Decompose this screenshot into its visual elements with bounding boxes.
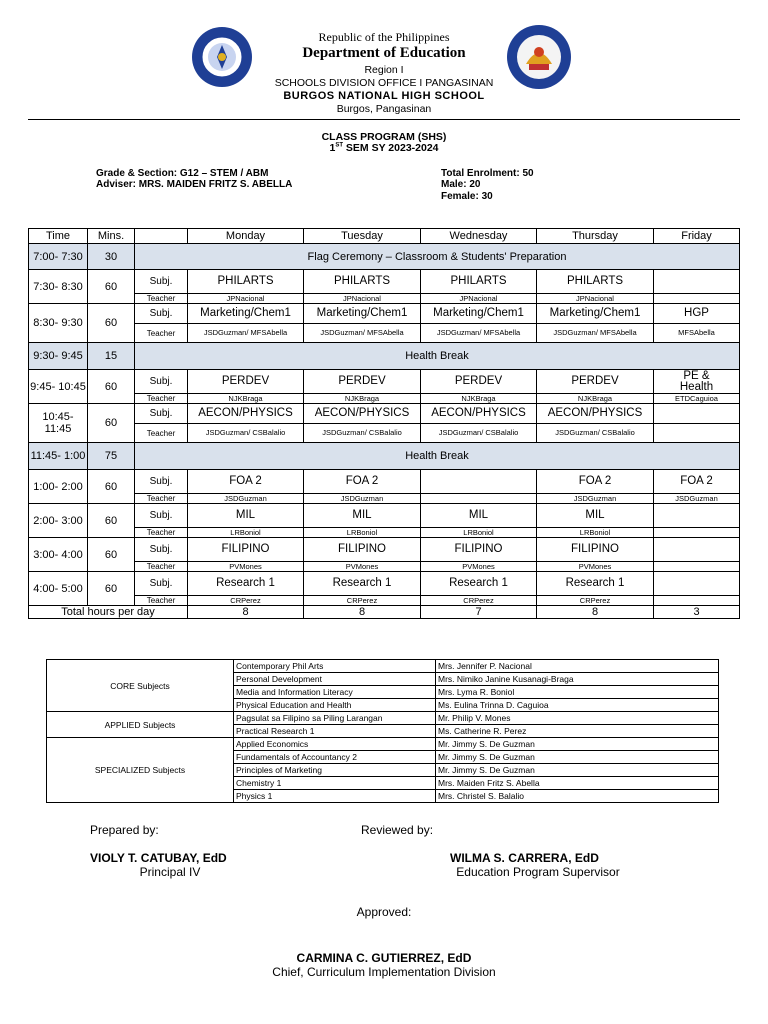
teacher-cell: MFSAbella [654,324,740,343]
class-period-row [29,470,740,494]
teacher-row [29,562,740,572]
subject-name: Applied Economics [234,738,436,751]
subj-label: Subj. [135,370,188,394]
teacher-row [29,294,740,304]
subj-label: Subj. [135,304,188,324]
subject-cell: FOA 2 [537,470,654,494]
teacher-cell: CRPerez [537,596,654,606]
teacher-row [29,528,740,538]
break-row [29,343,740,370]
teacher-cell [654,596,740,606]
subject-cell [654,404,740,424]
subj-label: Subj. [135,270,188,294]
teacher-cell: NJKBraga [304,394,421,404]
time-cell: 9:30- 9:45 [29,343,88,370]
subj-label: Subj. [135,504,188,528]
teacher-cell: JSDGuzman [304,494,421,504]
teacher-cell: JSDGuzman/ CSBalalio [537,424,654,443]
teacher-cell: JSDGuzman/ CSBalalio [304,424,421,443]
subject-name: Fundamentals of Accountancy 2 [234,751,436,764]
teacher-label: Teacher [135,494,188,504]
subject-cell: FOA 2 [188,470,304,494]
class-period-row [29,270,740,294]
subject-cell [421,470,537,494]
male-count: Male: 20 [441,179,481,190]
time-cell: 7:00- 7:30 [29,244,88,270]
class-period-row [29,304,740,324]
schedule-header-row [29,229,740,244]
break-text: Health Break [135,443,740,470]
subject-cell: HGP [654,304,740,324]
header-divider [28,119,740,120]
teacher-label: Teacher [135,528,188,538]
teacher-cell: LRBoniol [537,528,654,538]
teacher-name: Mrs. Lyma R. Boniol [436,686,719,699]
teacher-cell: CRPerez [304,596,421,606]
subj-label: Subj. [135,404,188,424]
mins-cell: 60 [88,504,135,538]
teacher-row [29,324,740,343]
teacher-cell: NJKBraga [537,394,654,404]
subject-cell: PE & Health [654,370,740,394]
teacher-row [29,424,740,443]
republic-text: Republic of the Philippines [318,30,450,44]
teacher-cell: JPNacional [421,294,537,304]
teacher-name: Mrs. Nimiko Janine Kusanagi-Braga [436,673,719,686]
teacher-cell: LRBoniol [421,528,537,538]
subject-row [47,660,719,673]
subject-cell: Research 1 [421,572,537,596]
mins-cell: 60 [88,538,135,572]
teacher-cell: JPNacional [537,294,654,304]
class-schedule-table [28,228,740,619]
subject-cell: Marketing/Chem1 [304,304,421,324]
subject-name: Pagsulat sa Filipino sa Piling Larangan [234,712,436,725]
teacher-cell [654,294,740,304]
teacher-cell: JSDGuzman/ MFSAbella [421,324,537,343]
subject-cell: MIL [188,504,304,528]
subject-cell: FILIPINO [537,538,654,562]
teacher-cell: JSDGuzman/ CSBalalio [421,424,537,443]
teacher-label: Teacher [135,294,188,304]
class-period-row [29,504,740,528]
teacher-cell: PVMones [188,562,304,572]
total-hours-row [29,606,740,619]
department-title: Department of Education [302,45,466,61]
mins-cell: 60 [88,572,135,606]
category-label: CORE Subjects [47,660,234,712]
header-cell: Tuesday [304,229,421,244]
subject-teacher-table [46,659,719,803]
approved-by-title: Chief, Curriculum Implementation Division [272,965,496,979]
female-count: Female: 30 [441,191,493,202]
teacher-cell: CRPerez [421,596,537,606]
teacher-cell: LRBoniol [188,528,304,538]
subject-cell: PHILARTS [188,270,304,294]
subject-cell [654,538,740,562]
subj-label: Subj. [135,572,188,596]
subject-cell: AECON/PHYSICS [537,404,654,424]
teacher-cell: JPNacional [188,294,304,304]
category-label: APPLIED Subjects [47,712,234,738]
approved-label: Approved: [356,905,412,919]
subject-cell: AECON/PHYSICS [304,404,421,424]
teacher-cell: LRBoniol [304,528,421,538]
subject-row [47,712,719,725]
school-address: Burgos, Pangasinan [336,103,432,115]
teacher-label: Teacher [135,394,188,404]
teacher-cell: JSDGuzman/ CSBalalio [188,424,304,443]
subject-cell: FOA 2 [304,470,421,494]
division-text: SCHOOLS DIVISION OFFICE I PANGASINAN [274,77,494,89]
subject-cell: PHILARTS [304,270,421,294]
prepared-by-title: Principal IV [139,865,201,879]
teacher-row [29,494,740,504]
time-cell: 3:00- 4:00 [29,538,88,572]
subject-cell: PERDEV [188,370,304,394]
reviewed-by-label: Reviewed by: [361,823,434,837]
break-row [29,244,740,270]
subject-cell: MIL [304,504,421,528]
semester-title: 1ST SEM SY 2023-2024 [329,142,439,154]
mins-cell: 15 [88,343,135,370]
subject-cell [654,270,740,294]
subject-row [47,738,719,751]
total-enrolment: Total Enrolment: 50 [441,168,534,179]
subject-cell: FILIPINO [421,538,537,562]
prepared-by-label: Prepared by: [90,823,159,837]
teacher-cell: PVMones [304,562,421,572]
teacher-name: Mrs. Christel S. Balalio [436,790,719,803]
subject-cell: MIL [421,504,537,528]
teacher-row [29,596,740,606]
mins-cell: 60 [88,404,135,443]
mins-cell: 60 [88,304,135,343]
subject-cell: Marketing/Chem1 [188,304,304,324]
subject-cell: FOA 2 [654,470,740,494]
time-cell: 8:30- 9:30 [29,304,88,343]
break-text: Health Break [135,343,740,370]
total-hours-label: Total hours per day [29,606,188,619]
teacher-cell: JSDGuzman [654,494,740,504]
class-period-row [29,572,740,596]
time-cell: 4:00- 5:00 [29,572,88,606]
teacher-cell: JSDGuzman/ MFSAbella [188,324,304,343]
time-cell: 11:45- 1:00 [29,443,88,470]
teacher-cell [654,528,740,538]
total-hours-cell: 7 [421,606,537,619]
break-text: Flag Ceremony – Classroom & Students' Preparation [135,244,740,270]
teacher-name: Mrs. Maiden Fritz S. Abella [436,777,719,790]
teacher-name: Mr. Jimmy S. De Guzman [436,738,719,751]
reviewed-by-title: Education Program Supervisor [456,865,620,879]
header-cell: Mins. [88,229,135,244]
prepared-by-name: VIOLY T. CATUBAY, EdD [90,851,227,865]
teacher-label: Teacher [135,596,188,606]
teacher-name: Mr. Jimmy S. De Guzman [436,764,719,777]
header-cell [135,229,188,244]
mins-cell: 75 [88,443,135,470]
teacher-name: Mrs. Jennifer P. Nacional [436,660,719,673]
mins-cell: 30 [88,244,135,270]
header-cell: Friday [654,229,740,244]
time-cell: 7:30- 8:30 [29,270,88,304]
program-title: CLASS PROGRAM (SHS) [321,131,447,143]
time-cell: 2:00- 3:00 [29,504,88,538]
subject-cell: AECON/PHYSICS [188,404,304,424]
subject-cell: FILIPINO [304,538,421,562]
subject-cell: PERDEV [537,370,654,394]
subject-name: Physical Education and Health [234,699,436,712]
subject-cell: PHILARTS [421,270,537,294]
break-row [29,443,740,470]
total-hours-cell: 8 [188,606,304,619]
subject-cell: Marketing/Chem1 [537,304,654,324]
adviser: Adviser: MRS. MAIDEN FRITZ S. ABELLA [96,179,293,190]
subject-name: Personal Development [234,673,436,686]
subject-name: Contemporary Phil Arts [234,660,436,673]
header-cell: Monday [188,229,304,244]
teacher-cell: JSDGuzman/ MFSAbella [537,324,654,343]
teacher-name: Ms. Eulina Trinna D. Caguioa [436,699,719,712]
subject-cell: PERDEV [421,370,537,394]
teacher-label: Teacher [135,562,188,572]
region-text: Region I [364,64,404,76]
teacher-cell: PVMones [421,562,537,572]
subject-name: Media and Information Literacy [234,686,436,699]
header-cell: Time [29,229,88,244]
subject-cell: MIL [537,504,654,528]
teacher-cell: JSDGuzman [188,494,304,504]
header-cell: Thursday [537,229,654,244]
teacher-label: Teacher [135,324,188,343]
teacher-cell: NJKBraga [421,394,537,404]
teacher-name: Ms. Catherine R. Perez [436,725,719,738]
teacher-cell [654,424,740,443]
teacher-cell: NJKBraga [188,394,304,404]
teacher-cell: CRPerez [188,596,304,606]
reviewed-by-name: WILMA S. CARRERA, EdD [450,851,599,865]
teacher-cell: JPNacional [304,294,421,304]
time-cell: 1:00- 2:00 [29,470,88,504]
class-period-row [29,538,740,562]
subject-cell [654,504,740,528]
total-hours-cell: 3 [654,606,740,619]
subject-name: Physics 1 [234,790,436,803]
subject-cell [654,572,740,596]
teacher-name: Mr. Jimmy S. De Guzman [436,751,719,764]
header-cell: Wednesday [421,229,537,244]
subject-cell: PHILARTS [537,270,654,294]
total-hours-cell: 8 [304,606,421,619]
teacher-cell: PVMones [537,562,654,572]
teacher-cell: JSDGuzman/ MFSAbella [304,324,421,343]
time-cell: 9:45- 10:45 [29,370,88,404]
subject-cell: Marketing/Chem1 [421,304,537,324]
teacher-cell [654,562,740,572]
grade-section: Grade & Section: G12 – STEM / ABM [96,168,269,179]
school-name: BURGOS NATIONAL HIGH SCHOOL [283,90,485,102]
subject-name: Principles of Marketing [234,764,436,777]
subject-name: Chemistry 1 [234,777,436,790]
approved-by-name: CARMINA C. GUTIERREZ, EdD [296,951,472,965]
total-hours-cell: 8 [537,606,654,619]
class-period-row [29,370,740,394]
teacher-label: Teacher [135,424,188,443]
teacher-cell: ETDCaguioa [654,394,740,404]
subj-label: Subj. [135,538,188,562]
mins-cell: 60 [88,270,135,304]
subject-cell: PERDEV [304,370,421,394]
class-period-row [29,404,740,424]
subject-cell: Research 1 [537,572,654,596]
subject-cell: Research 1 [188,572,304,596]
subject-cell: AECON/PHYSICS [421,404,537,424]
mins-cell: 60 [88,370,135,404]
subject-cell: FILIPINO [188,538,304,562]
subject-name: Practical Research 1 [234,725,436,738]
category-label: SPECIALIZED Subjects [47,738,234,803]
time-cell: 10:45- 11:45 [29,404,88,443]
subject-cell: Research 1 [304,572,421,596]
mins-cell: 60 [88,470,135,504]
teacher-cell [421,494,537,504]
teacher-cell: JSDGuzman [537,494,654,504]
teacher-row [29,394,740,404]
teacher-name: Mr. Philip V. Mones [436,712,719,725]
subj-label: Subj. [135,470,188,494]
